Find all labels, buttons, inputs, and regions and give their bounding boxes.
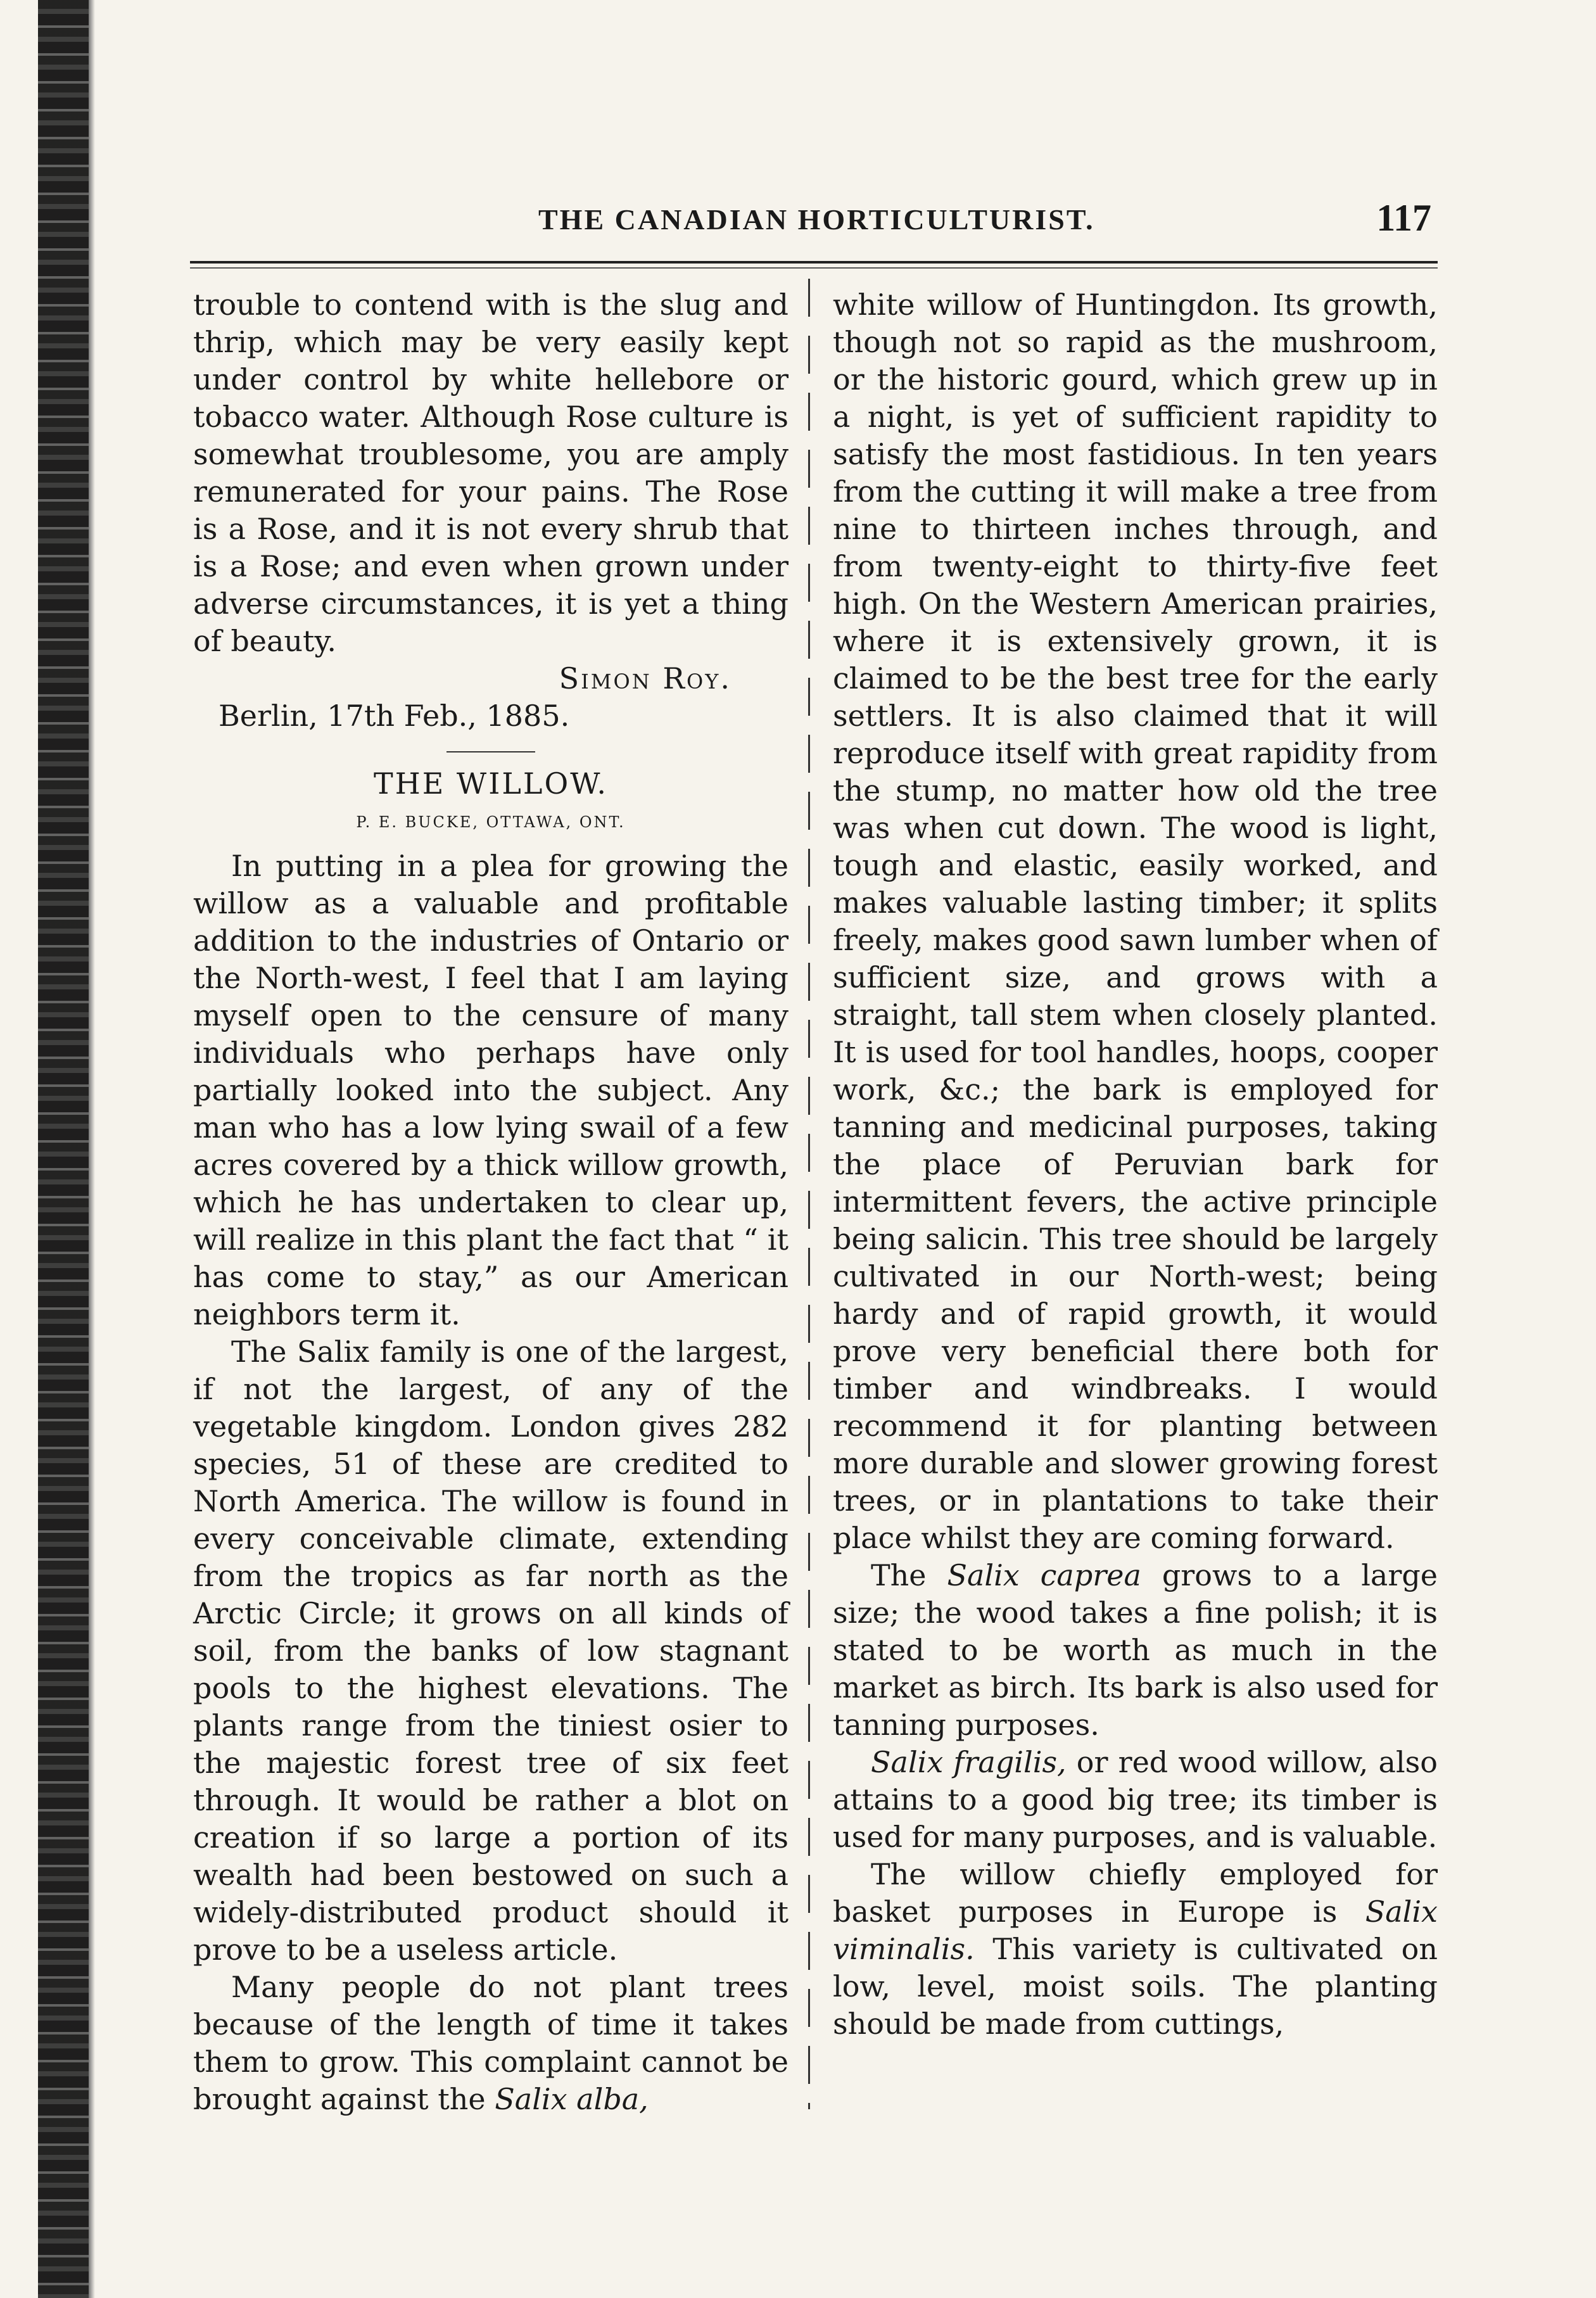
header-rule-thin bbox=[190, 267, 1438, 269]
paragraph bbox=[833, 1557, 1438, 1744]
paragraph: The Salix family is one of the largest, if not the largest, of any of the vegetable kingdom. London gives 282 species, 51 of these are credited to North America. The willow is found in every conceivable climate, extending from the tropics as far north as the Arctic Circle; it grows on all kinds of soil, from the banks of low stagnant pools to the highest elevations. The plants range from the tiniest osier to the majestic forest tree of six feet through. It would be rather a blot on creation if so large a portion of its wealth had been bestowed on such a widely-distributed product should it prove to be a useless article. bbox=[193, 1335, 788, 1967]
paragraph: trouble to contend with is the slug and thrip, which may be very easily kept under control by white hellebore or tobacco water. Although Rose culture is somewhat troublesome, you are amply remunerated for your pains. The Rose is a Rose, and it is not every shrub that is a Rose; and even when grown under adverse circumstances, it is yet a thing of beauty. bbox=[193, 288, 788, 658]
column-divider bbox=[808, 279, 810, 2109]
italic-species-name: Salix caprea bbox=[947, 1558, 1141, 1592]
paragraph bbox=[193, 1969, 788, 2118]
text-run: or red wood willow, also attains to a good big tree; its timber is used for many purposes, and is valuable. bbox=[833, 1745, 1438, 1854]
paragraph bbox=[833, 1744, 1438, 1856]
page-header bbox=[184, 196, 1444, 253]
text-run: The willow chiefly employed for basket purposes in Europe is bbox=[833, 1857, 1438, 1929]
text-run: grows to a large size; the wood takes a fine polish; it is stated to be worth as much in the market as birch. Its bark is also used for tanning purposes. bbox=[833, 1558, 1438, 1742]
section-divider bbox=[446, 751, 535, 752]
paragraph bbox=[833, 1856, 1438, 2043]
page-number: 117 bbox=[1376, 197, 1431, 239]
spine-edge bbox=[89, 0, 95, 2298]
header-rule bbox=[190, 261, 1438, 263]
signature: Simon Roy. bbox=[559, 661, 732, 695]
left-column bbox=[193, 286, 788, 2118]
right-column bbox=[833, 286, 1438, 2043]
paragraph: white willow of Huntingdon. Its growth, though not so rapid as the mushroom, or the historic gourd, which grew up in a night, is yet of sufficient rapidity to satisfy the most fastidious. In ten years from the cutting it will make a tree from nine to thirteen inches through, and from twenty-eight to thirty-five feet high. On the Western American prairies, where it is extensively grown, it is claimed to be the best tree for the early settlers. It is also claimed that it will reproduce itself with great rapidity from the stump, no matter how old the tree was when cut down. The wood is light, tough and elastic, easily worked, and makes valuable lasting timber; it splits freely, makes good sawn lumber when of sufficient size, and grows with a straight, tall stem when closely planted. It is used for tool handles, hoops, cooper work, &c.; the bark is employed for tanning and medicinal purposes, taking the place of Peruvian bark for intermittent fevers, the active principle being salicin. This tree should be largely cultivated in our North-west; being hardy and of rapid growth, it would prove very beneficial there both for timber and windbreaks. I would recommend it for planting between more durable and slower growing forest trees, or in plantations to take their place whilst they are coming forward. bbox=[833, 288, 1438, 1555]
text-run: The bbox=[871, 1558, 947, 1592]
italic-species-name: Salix fragilis, bbox=[871, 1745, 1067, 1779]
italic-species-name: Salix viminalis. bbox=[833, 1895, 1438, 1966]
paragraph: In putting in a plea for growing the willow as a valuable and profitable addition to the industries of Ontario or the North-west, I feel that I am laying myself open to the censure of many individuals who perhaps have only partially looked into the subject. Any man who has a low lying swail of a few acres covered by a thick willow growth, which he has undertaken to clear up, will realize in this plant the fact that “ it has come to stay,” as our American neighbors term it. bbox=[193, 849, 788, 1331]
dateline: Berlin, 17th Feb., 1885. bbox=[218, 699, 570, 733]
article-title: THE WILLOW. bbox=[373, 766, 609, 801]
book-spine-shadow bbox=[38, 0, 89, 2298]
text-run: Many people do not plant trees because of the length of time it takes them to grow. This complaint cannot be brought against the bbox=[193, 1970, 788, 2116]
byline: P. E. BUCKE, OTTAWA, ONT. bbox=[356, 813, 626, 831]
text-run: This variety is cultivated on low, level, moist soils. The planting should be made from cuttings, bbox=[833, 1932, 1438, 2041]
running-title: THE CANADIAN HORTICULTURIST. bbox=[538, 203, 1095, 236]
italic-species-name: Salix alba, bbox=[495, 2082, 649, 2116]
